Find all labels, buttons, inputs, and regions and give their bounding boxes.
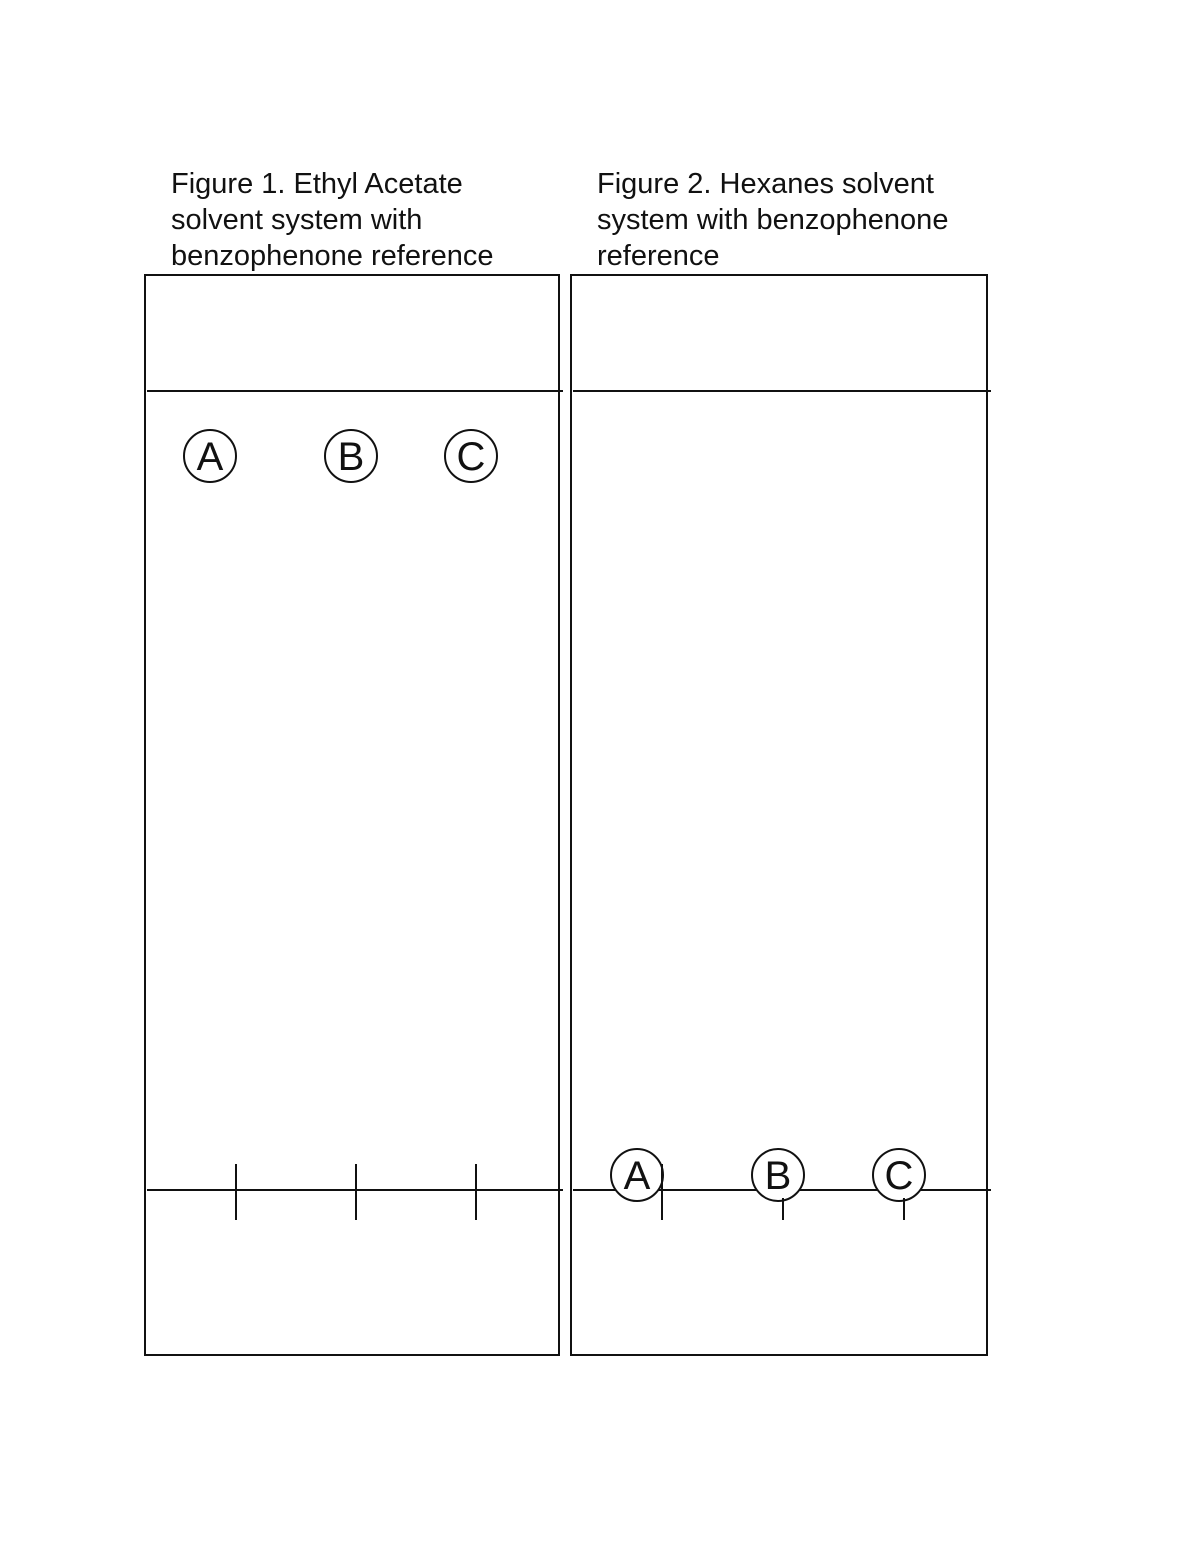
spot-label: A [196, 435, 224, 479]
plate-2-spot-b [752, 1149, 804, 1201]
spot-label: B [337, 435, 365, 479]
spot-label: C [456, 435, 486, 479]
spot-label: B [764, 1154, 792, 1198]
plate-1-spot-b [325, 430, 377, 482]
plate-1-spots [184, 430, 497, 482]
plate-1-spot-c [445, 430, 497, 482]
figure-2-caption: Figure 2. Hexanes solvent system with benzophenone reference [597, 168, 949, 272]
plate-1-spot-a [184, 430, 236, 482]
spot-label: A [623, 1154, 651, 1198]
plate-2-spots [611, 1149, 925, 1201]
figure-1-caption: Figure 1. Ethyl Acetate solvent system with benzophenone reference [171, 168, 494, 272]
spot-label: C [884, 1154, 914, 1198]
plate-2-spot-c [873, 1149, 925, 1201]
plate-2-spot-a [611, 1149, 663, 1201]
